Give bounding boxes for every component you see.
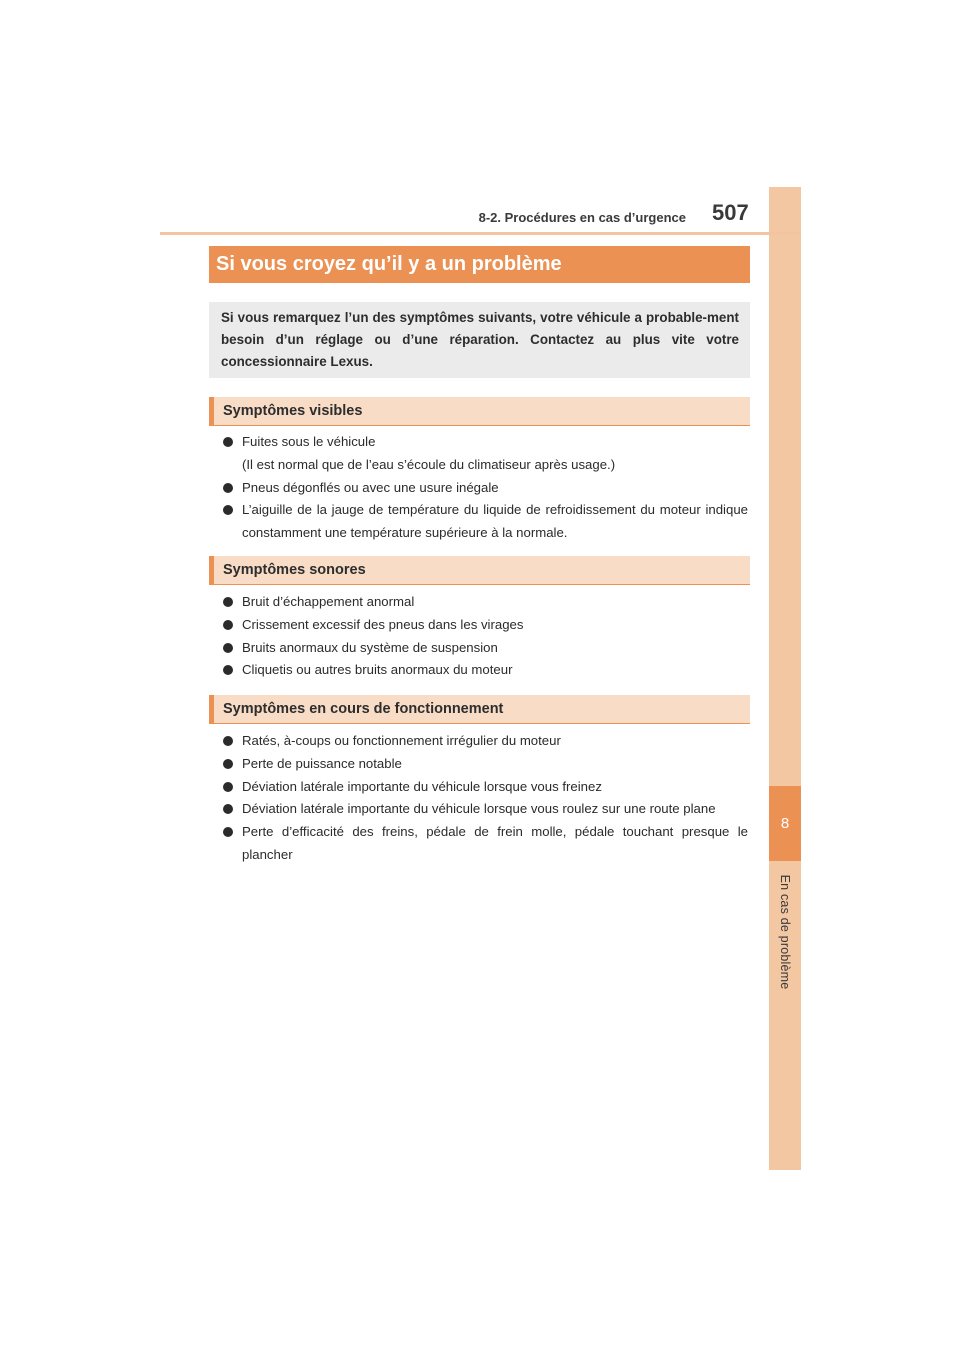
list-item xyxy=(222,431,748,477)
header-divider xyxy=(160,232,801,235)
section-heading-sound: Symptômes sonores xyxy=(209,556,750,585)
bullet-icon xyxy=(223,782,233,792)
bullet-icon xyxy=(223,597,233,607)
bullet-icon xyxy=(223,736,233,746)
list-item xyxy=(222,614,748,637)
bullet-icon xyxy=(223,827,233,837)
list-item-text: Ratés, à-coups ou fonctionnement irrégulier du moteur xyxy=(242,733,561,748)
list-item xyxy=(222,776,748,799)
page-number: 507 xyxy=(712,200,749,225)
bullet-icon xyxy=(223,665,233,675)
list-sound-symptoms xyxy=(222,591,748,682)
list-item xyxy=(222,821,748,867)
bullet-icon xyxy=(223,483,233,493)
chapter-side-tab xyxy=(769,187,801,1170)
list-item xyxy=(222,798,748,821)
list-item-text: Déviation latérale importante du véhicule lorsque vous roulez sur une route plane xyxy=(242,801,716,817)
list-item xyxy=(222,659,748,682)
list-item xyxy=(222,730,748,753)
list-item-text: Perte d’efficacité des freins, pédale de frein molle, pédale touchant presque le plancher xyxy=(242,824,748,862)
list-item-text: Perte de puissance notable xyxy=(242,755,402,771)
page-title: Si vous croyez qu’il y a un problème xyxy=(209,246,750,283)
bullet-icon xyxy=(223,759,233,769)
chapter-number: 8 xyxy=(780,815,790,832)
bullet-icon xyxy=(223,437,233,447)
list-visible-symptoms xyxy=(222,431,748,545)
list-item xyxy=(222,591,748,614)
list-item-text: Fuites sous le véhicule xyxy=(242,434,376,449)
bullet-icon xyxy=(223,804,233,814)
list-item xyxy=(222,477,748,500)
bullet-icon xyxy=(223,505,233,515)
chapter-number-tab xyxy=(769,786,801,861)
list-item-text: Pneus dégonflés ou avec une usure inégale xyxy=(242,479,499,495)
list-operation-symptoms xyxy=(222,730,748,867)
chapter-label: En cas de problème xyxy=(778,874,792,990)
section-heading-operation: Symptômes en cours de fonctionnement xyxy=(209,695,750,724)
list-item-text: Bruit d’échappement anormal xyxy=(242,594,415,609)
bullet-icon xyxy=(223,643,233,653)
list-item-text: Cliquetis ou autres bruits anormaux du moteur xyxy=(242,662,513,678)
running-header-section: 8-2. Procédures en cas d’urgence xyxy=(478,210,686,225)
list-item-text: L’aiguille de la jauge de température du liquide de refroidissement du moteur indique constamment une température supérieure à la normale. xyxy=(242,502,748,541)
list-item xyxy=(222,753,748,776)
list-item-text: Déviation latérale importante du véhicule lorsque vous freinez xyxy=(242,778,602,794)
bullet-icon xyxy=(223,620,233,630)
section-heading-visible: Symptômes visibles xyxy=(209,397,750,426)
list-item-text: Bruits anormaux du système de suspension xyxy=(242,639,498,655)
intro-box: Si vous remarquez l’un des symptômes suivants, votre véhicule a probable-ment besoin d’un réglage ou d’une réparation. Contactez au plus vite votre concessionnaire Lexus. xyxy=(209,302,750,378)
list-item-text: Crissement excessif des pneus dans les virages xyxy=(242,616,524,632)
list-item xyxy=(222,637,748,660)
list-item-note: (Il est normal que de l’eau s’écoule du climatiseur après usage.) xyxy=(242,456,616,472)
list-item xyxy=(222,499,748,545)
